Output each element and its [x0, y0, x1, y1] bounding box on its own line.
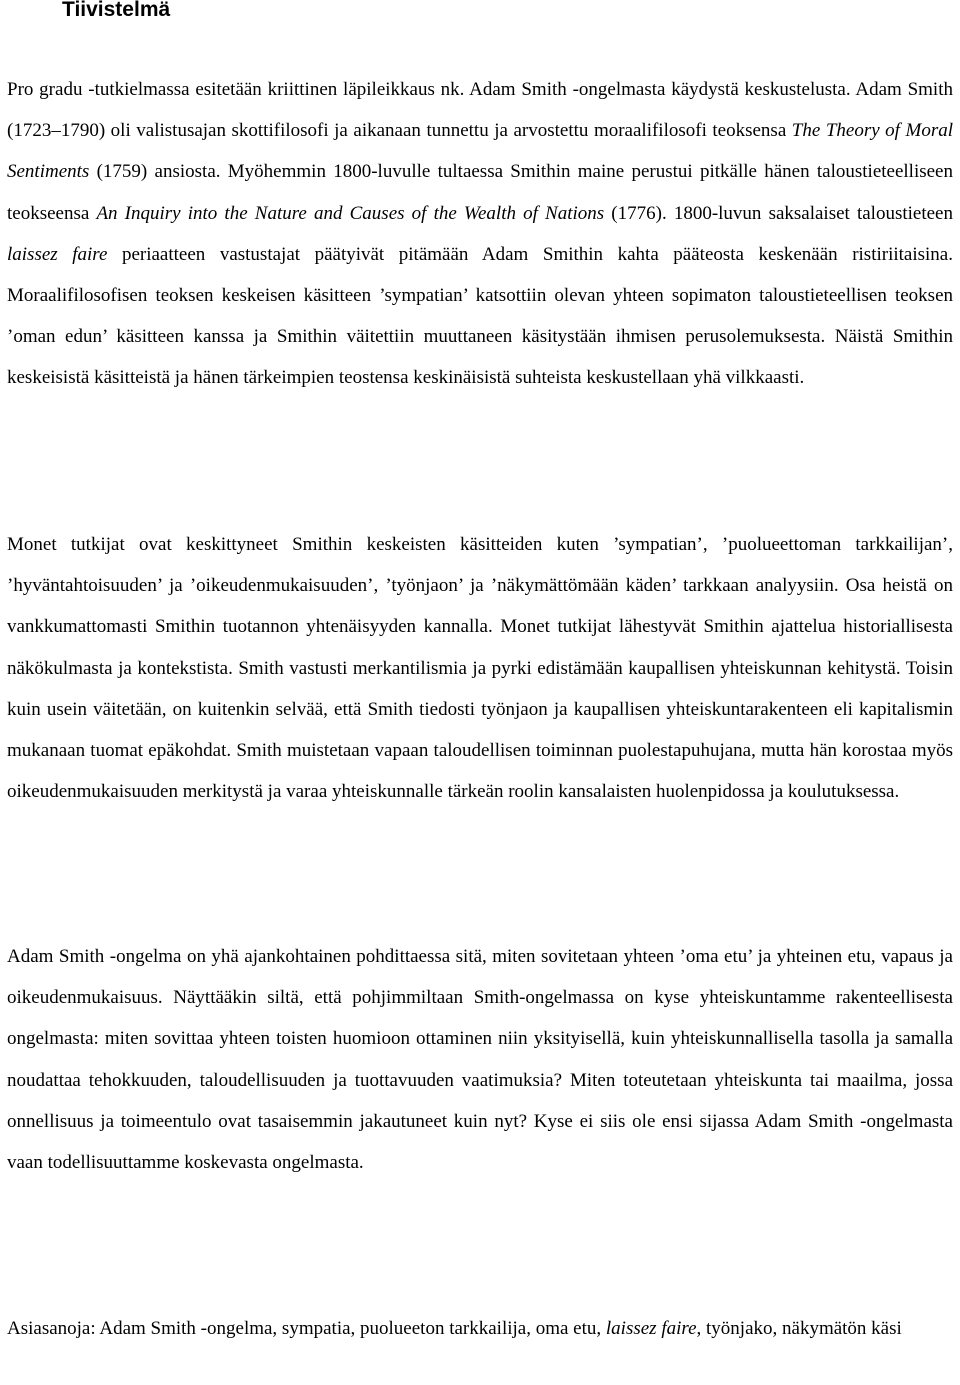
- paragraph-2: Monet tutkijat ovat keskittyneet Smithin keskeisten käsitteiden kuten ’sympatian’, ’puolueettoman tarkkailijan’, ’hyväntahtoisuuden’ ja ’oikeudenmukaisuuden’, ’työnjaon’ ja ’näkymättömään käden’ tarkkaan analyysiin. Osa heistä on vankkumattomasti Smithin tuotannon yhtenäisyyden kannalla. Monet tutkijat lähestyvät Smithin ajattelua historiallisesta näkökulmasta ja kontekstista. Smith vastusti merkantilismia ja pyrki edistämään kaupallisen yhteiskunnan kehitystä. Toisin kuin usein väitetään, on kuitenkin selvää, että Smith tiedosti työnjaon ja kaupallisen yhteiskuntarakenteen eli kapitalismin mukanaan tuomat epäkohdat. Smith muistetaan vapaan taloudellisen toiminnan puolestapuhujana, mutta hän korostaa myös oikeudenmukaisuuden merkitystä ja varaa yhteiskunnalle tärkeän roolin kansalaisten huolenpidossa ja koulutuksessa.: [7, 534, 953, 803]
- keywords-text-b: , työnjako, näkymätön käsi: [696, 1318, 902, 1339]
- abstract-heading: Tiivistelmä: [62, 0, 171, 21]
- paragraph-1-text-a: Pro gradu -tutkielmassa esitetään kriittinen läpileikkaus nk. Adam Smith -ongelmasta käydystä keskustelusta. Adam Smith (1723–1790) oli valistusajan skottifilosofi ja aikanaan tunnettu ja arvostettu moraalifilosofi teoksensa: [7, 79, 953, 142]
- term-laissez-faire: laissez faire: [7, 243, 108, 265]
- keywords-term-laissez-faire: laissez faire: [605, 1318, 697, 1339]
- paragraph-1: [7, 69, 953, 399]
- paragraph-1-text-c: (1776). 1800-luvun saksalaiset taloustieteen: [604, 202, 953, 224]
- paragraph-1-text-d: periaatteen vastustajat päätyivät pitämään Adam Smithin kahta pääteosta keskenään ristiriitaisina. Moraalifilosofisen teoksen keskeisen käsitteen ’sympatian’ katsottiin olevan yhteen sopimaton taloustieteellisen teoksen ’oman edun’ käsitteen kanssa ja Smithin väitettiin muuttaneen käsitystään ihmisen perusolemuksesta. Näistä Smithin keskeisistä käsitteistä ja hänen tärkeimpien teostensa keskinäisistä suhteista keskustellaan yhä vilkkaasti.: [7, 243, 953, 389]
- paragraph-1-text-b: (1759) ansiosta. Myöhemmin 1800-luvulle tultaessa Smithin maine perustui pitkälle hänen taloustieteelliseen teokseensa: [7, 161, 953, 224]
- book-title-wealth-of-nations: An Inquiry into the Nature and Causes of the Wealth of Nations: [96, 202, 605, 224]
- keywords-text-a: Asiasanoja: Adam Smith -ongelma, sympatia, puolueeton tarkkailija, oma etu,: [7, 1318, 606, 1339]
- keywords: [7, 1308, 953, 1349]
- paragraph-3: Adam Smith -ongelma on yhä ajankohtainen pohdittaessa sitä, miten sovitetaan yhteen ’oma etu’ ja yhteinen etu, vapaus ja oikeudenmukaisuus. Näyttääkin siltä, että pohjimmiltaan Smith-ongelmassa on kyse yhteiskuntamme rakenteellisesta ongelmasta: miten sovittaa yhteen toisten huomioon ottaminen niin yksityisellä, kuin yhteiskunnallisella tasolla ja samalla noudattaa tehokkuuden, taloudellisuuden ja tuottavuuden vaatimuksia? Miten toteutetaan yhteiskunta tai maailma, jossa onnellisuus ja toimeentulo ovat tasaisemmin jakautuneet kuin nyt? Kyse ei siis ole ensi sijassa Adam Smith -ongelmasta vaan todellisuuttamme koskevasta ongelmasta.: [7, 946, 953, 1174]
- document-page: [7, 0, 953, 1339]
- book-title-moral-sentiments: The Theory of Moral Sentiments: [7, 120, 953, 183]
